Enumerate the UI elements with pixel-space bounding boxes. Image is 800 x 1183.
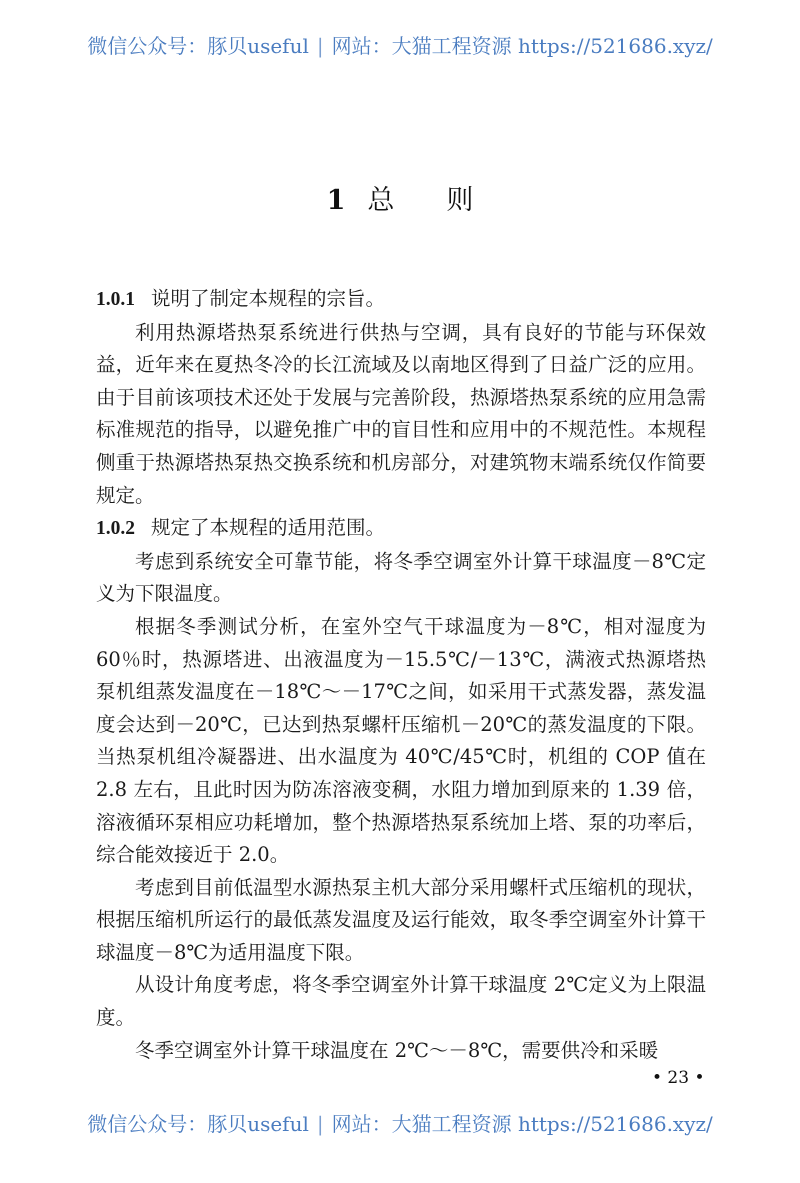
paragraph: 考虑到系统安全可靠节能，将冬季空调室外计算干球温度－8℃定义为下限温度。 — [96, 549, 706, 606]
clause-heading-text: 规定了本规程的适用范围。 — [151, 516, 386, 540]
paragraph: 根据冬季测试分析，在室外空气干球温度为－8℃，相对湿度为 60％时，热源塔进、出液温度为－15.5℃/－13℃，满液式热源塔热泵机组蒸发温度在－18℃～－17℃之间，如采用干式蒸发器，蒸发温度会达到－20℃，已达到热泵螺杆压缩机－20℃的蒸发温度的下限。当热泵机组冷凝器进、出水温度为 40℃/45℃时，机组的 COP 值在 2.8 左右，且此时因为防冻溶液变稠，水阻力增加到原来的 1.39 倍，溶液循环泵相应功耗增加，整个热源塔热泵系统加上塔、泵的功率后，综合能效接近于 2.0。 — [96, 614, 706, 867]
chapter-number: 1 — [326, 185, 346, 216]
clause-heading-1-0-2 — [96, 512, 706, 546]
watermark-separator: | — [316, 1112, 324, 1136]
clause-number: 1.0.2 — [96, 518, 135, 540]
watermark-right-text: 网站：大猫工程资源 https://521686.xyz/ — [331, 1112, 713, 1136]
watermark-footer — [0, 1108, 800, 1137]
chapter-title-char-2: 则 — [446, 185, 474, 216]
clause-number: 1.0.1 — [96, 289, 135, 310]
paragraph: 利用热源塔热泵系统进行供热与空调，具有良好的节能与环保效益，近年来在夏热冬冷的长江流域及以南地区得到了日益广泛的应用。由于目前该项技术还处于发展与完善阶段，热源塔热泵系统的应用急需标准规范的指导，以避免推广中的盲目性和应用中的不规范性。本规程侧重于热源塔热泵热交换系统和机房部分，对建筑物末端系统仅作简要规定。 — [96, 320, 706, 507]
paragraph: 从设计角度考虑，将冬季空调室外计算干球温度 2℃定义为上限温度。 — [96, 973, 706, 1030]
watermark-left-text: 微信公众号：豚贝useful — [87, 34, 309, 58]
page-number: • 23 • — [652, 1068, 705, 1088]
watermark-right-text: 网站：大猫工程资源 https://521686.xyz/ — [331, 34, 713, 58]
chapter-title-char-1: 总 — [367, 185, 395, 216]
chapter-title — [0, 178, 800, 217]
paragraph: 考虑到目前低温型水源热泵主机大部分采用螺杆式压缩机的现状，根据压缩机所运行的最低蒸发温度及运行能效，取冬季空调室外计算干球温度－8℃为适用温度下限。 — [96, 875, 706, 964]
document-body — [96, 283, 706, 1067]
clause-heading-1-0-1 — [96, 283, 706, 317]
paragraph: 冬季空调室外计算干球温度在 2℃～－8℃，需要供冷和采暖 — [135, 1038, 659, 1062]
watermark-left-text: 微信公众号：豚贝useful — [87, 1112, 309, 1136]
watermark-separator: | — [316, 34, 324, 58]
clause-heading-text: 说明了制定本规程的宗旨。 — [151, 287, 386, 310]
watermark-header — [0, 30, 800, 59]
